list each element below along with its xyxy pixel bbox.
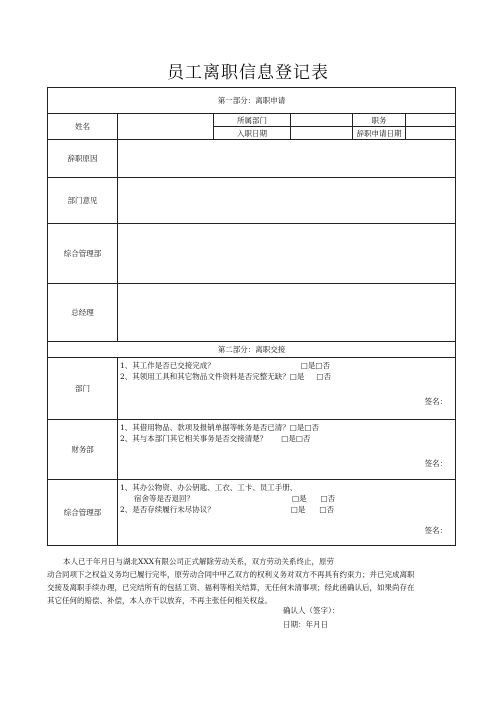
handover-dept-cell [118,358,456,420]
handover-general-cell [118,480,456,546]
dept-q2-text: 2、其领用工具和其它物品文件资料是否完整无缺？□是 [120,372,305,381]
general-mgmt-field[interactable] [118,224,456,284]
general-q1b-line [120,493,453,504]
statement-line-2: 动合同项下之权益义务均已履行完毕，原劳动合同中甲乙双方的权利义务对双方不再具有约束力；并已完成离职 [47,570,415,579]
finance-q2-text: 2、其与本部门其它相关事务是否交接清楚？ [120,434,268,443]
dept-q1-options[interactable]: □是□否 [300,361,330,370]
position-label: 职务 [353,114,406,127]
finance-cell [118,420,456,480]
dept-label: 所属部门 [214,114,291,127]
general-q2-line [120,504,453,515]
resignation-statement [47,555,457,607]
gm-label: 总经理 [48,284,118,342]
position-field[interactable] [406,114,456,127]
statement-line-4: 其它任何的赔偿、补偿，本人亦干以放弃，不再主张任何相关权益。 [47,596,272,605]
handover-dept-label: 部门 [48,358,118,420]
finance-q2-line [120,433,453,444]
finance-q1-line: 1、其借用物品、款项及报销单据等帐务是否已清？□是□否 [120,423,319,432]
reason-label: 辞职原因 [48,140,118,178]
entry-date-label: 入职日期 [214,127,291,140]
general-q2-text: 2、是否存续履行未尽协议？ [120,505,215,514]
part1-header: 第一部分：离职申请 [48,88,456,114]
signer-label[interactable]: 确认人（签字）： [283,606,340,615]
name-label: 姓名 [48,114,118,140]
dept-q2-options[interactable]: □否 [316,372,331,381]
finance-label: 财务部 [48,420,118,480]
entry-date-field[interactable] [291,127,353,140]
statement-line-1: 本人已于年月日与湖北XXX有限公司正式解除劳动关系，双方劳动关系终止，原劳 [63,557,335,566]
general-q1-no[interactable]: □否 [320,494,336,503]
finance-q2-options[interactable]: □是□否 [281,434,311,443]
apply-date-field[interactable] [406,127,456,140]
dept-q2-line [120,371,453,382]
dept-opinion-label: 部门意见 [48,178,118,224]
dept-sign-label: 签名： [424,397,448,406]
dept-q1-text: 1、其工作是否已交接完成？ [120,361,215,370]
name-field[interactable] [118,114,214,140]
handover-general-label: 综合管理部 [48,480,118,546]
dept-field[interactable] [291,114,353,127]
dept-q1-line [120,360,453,371]
general-q1b-text: 宿舍等是否退回？ [134,494,194,503]
date-label[interactable]: 日期：年月日 [283,620,328,629]
general-sign-label: 签名： [424,526,448,535]
dept-opinion-field[interactable] [118,178,456,224]
reason-field[interactable] [118,140,456,178]
general-mgmt-label: 综合管理部 [48,224,118,284]
gm-field[interactable] [118,284,456,342]
apply-date-label: 辞职申请日期 [353,127,406,140]
general-q2-no[interactable]: □否 [319,505,334,514]
part2-header: 第二部分：离职交接 [48,342,456,358]
general-q1-yes[interactable]: □是 [292,494,307,503]
page-title: 员工离职信息登记表 [167,63,329,83]
confirmation-block [283,604,339,632]
resignation-form-table [47,87,456,546]
general-q1-line: 1、其办公物资、办公钥匙、工衣、工卡、员工手册、 [120,483,298,492]
general-q2-yes[interactable]: □是 [290,505,306,514]
finance-sign-label: 签名： [424,459,448,468]
statement-line-3: 交接及离职手续办理，已完结所有的包括工资、福利等相关结算，无任何未清事项；经此函确认后，如果尚存在 [47,583,415,592]
